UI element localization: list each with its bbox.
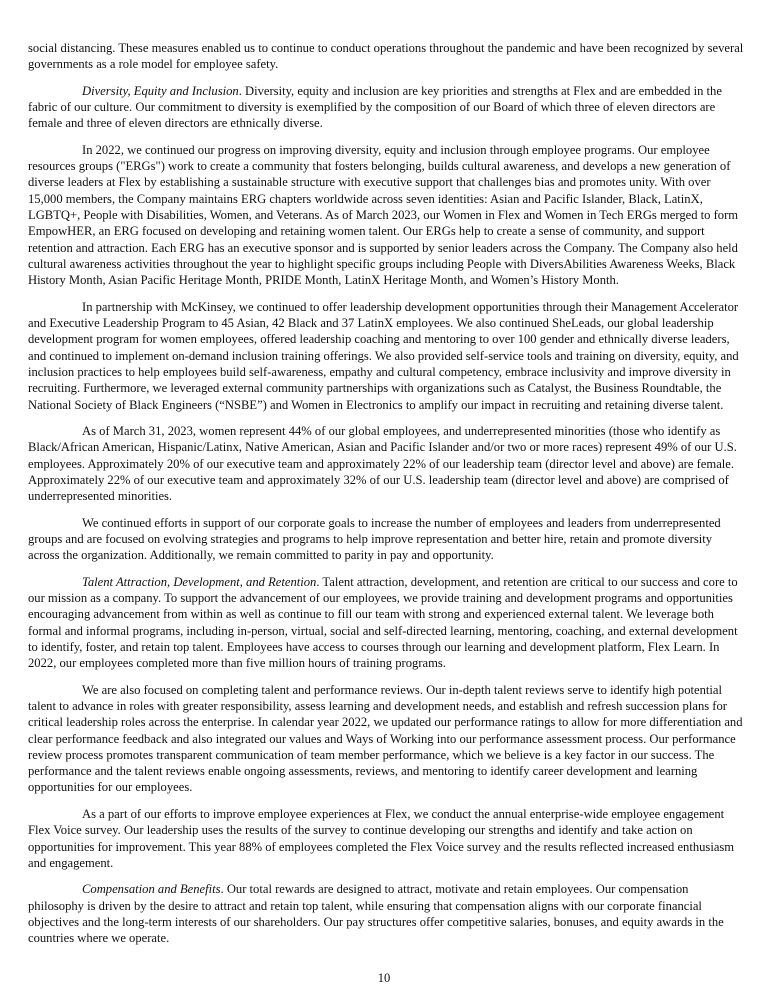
paragraph	[28, 299, 744, 413]
paragraph-text: In 2022, we continued our progress on improving diversity, equity and inclusion through employee programs. Our employee resources groups ("ERGs") work to create a community that fosters belonging, builds cultural awareness, and develops a new generation of diverse leaders at Flex by establishing a sustainable structure with executive support that challenges bias and promotes unity. With over 15,000 members, the Company maintains ERG chapters worldwide across seven identities: Asian and Pacific Islander, Black, LatinX, LGBTQ+, People with Disabilities, Women, and Veterans. As of March 2023, our Women in Flex and Women in Tech ERGs merged to form EmpowHER, an ERG focused on developing and retaining women talent. Our ERGs help to create a sense of community, and support retention and attraction. Each ERG has an executive sponsor and is supported by senior leaders across the Company. The Company also held cultural awareness activities throughout the year to highlight specific groups including People with DiversAbilities Awareness Weeks, Black History Month, Asian Pacific Heritage Month, PRIDE Month, LatinX Heritage Month, and Women’s History Month.	[28, 142, 739, 288]
paragraph-text: As a part of our efforts to improve employee experiences at Flex, we conduct the annual enterprise-wide employee engagement Flex Voice survey. Our leadership uses the results of the survey to continue developing our strengths and identify and take action on opportunities for improvement. This year 88% of employees completed the Flex Voice survey and the results reflected increased enthusiasm and engagement.	[28, 806, 735, 870]
paragraph-text: In partnership with McKinsey, we continued to offer leadership development opportunities through their Management Accelerator and Executive Leadership Program to 45 Asian, 42 Black and 37 LatinX employees. We also continued SheLeads, our global leadership development program for women employees, offered leadership coaching and mentoring to over 100 gender and ethnically diverse leaders, and continued to implement on-demand inclusion training offerings. We also provided self-service tools and training on diversity, equity, and inclusion practices to help employees build self-awareness, empathy and cultural competency, embrace inclusivity and improve diversity in recruiting. Furthermore, we leveraged external community partnerships with organizations such as Catalyst, the Business Roundtable, the National Society of Black Engineers (“NSBE”) and Women in Electronics to amplify our impact in recruiting and retaining diverse talent.	[28, 299, 739, 412]
paragraph-text: . Diversity, equity and inclusion are key priorities and strengths at Flex and are embedded in the fabric of our culture. Our commitment to diversity is exemplified by the composition of our Board of which three of eleven directors are female and three of eleven directors are ethnically diverse.	[28, 83, 722, 131]
paragraph-talent	[28, 574, 744, 672]
paragraph-text: . Talent attraction, development, and retention are critical to our success and core to our mission as a company. To support the advancement of our employees, we provide training and development programs and opportunities encouraging advancement from within as well as continue to fill our team with strong and experienced external talent. We leverage both formal and informal programs, including in-person, virtual, social and self-directed learning, mentoring, coaching, and external development to identify, foster, and retain top talent. Employees have access to courses through our learning and development platform, Flex Learn. In 2022, our employees completed more than five million hours of training programs.	[28, 574, 738, 671]
paragraph-text: We continued efforts in support of our corporate goals to increase the number of employees and leaders from underrepresented groups and are focused on evolving strategies and programs to help improve representation and better hire, retain and promote diversity across the organization. Additionally, we remain committed to parity in pay and opportunity.	[28, 515, 721, 563]
paragraph-diversity	[28, 83, 744, 132]
paragraph-lead: Talent Attraction, Development, and Retention	[82, 574, 317, 589]
paragraph	[28, 682, 744, 796]
paragraph	[28, 40, 744, 73]
paragraph-text: We are also focused on completing talent and performance reviews. Our in-depth talent reviews serve to identify high potential talent to advance in roles with greater responsibility, assess learning and development needs, and establish and refresh succession plans for critical leadership roles across the enterprise. In calendar year 2022, we updated our performance ratings to allow for more differentiation and clear performance feedback and also integrated our values and Ways of Working into our performance assessment process. Our performance review process promotes transparent communication of team member performance, which we believe is a key factor in our success. The performance and the talent reviews enable ongoing assessments, reviews, and mentoring to identify career development and learning opportunities for our employees.	[28, 682, 743, 795]
page-number: 10	[377, 971, 391, 985]
paragraph	[28, 515, 744, 564]
paragraph-lead: Diversity, Equity and Inclusion	[82, 83, 239, 98]
document-page	[28, 40, 744, 957]
paragraph	[28, 142, 744, 289]
paragraph	[28, 423, 744, 504]
paragraph-text: . Our total rewards are designed to attract, motivate and retain employees. Our compensation philosophy is driven by the desire to attract and retain top talent, while ensuring that compensation aligns with our corporate financial objectives and the long-term interests of our shareholders. Our pay structures offer competitive salaries, bonuses, and equity awards in the countries where we operate.	[28, 882, 724, 946]
paragraph	[28, 806, 744, 871]
paragraph-text: As of March 31, 2023, women represent 44% of our global employees, and underrepresented minorities (those who identify as Black/African American, Hispanic/Latinx, Native American, Asian and Pacific Islander and/or two or more races) represent 49% of our U.S. employees. Approximately 20% of our executive team and approximately 22% of our leadership team (director level and above) are female. Approximately 22% of our executive team and approximately 32% of our U.S. leadership team (director level and above) are comprised of underrepresented minorities.	[28, 423, 737, 504]
paragraph-compensation	[28, 881, 744, 946]
paragraph-lead: Compensation and Benefits	[82, 882, 221, 897]
paragraph-text: social distancing. These measures enabled us to continue to conduct operations throughout the pandemic and have been recognized by several governments as a role model for employee safety.	[28, 41, 744, 72]
